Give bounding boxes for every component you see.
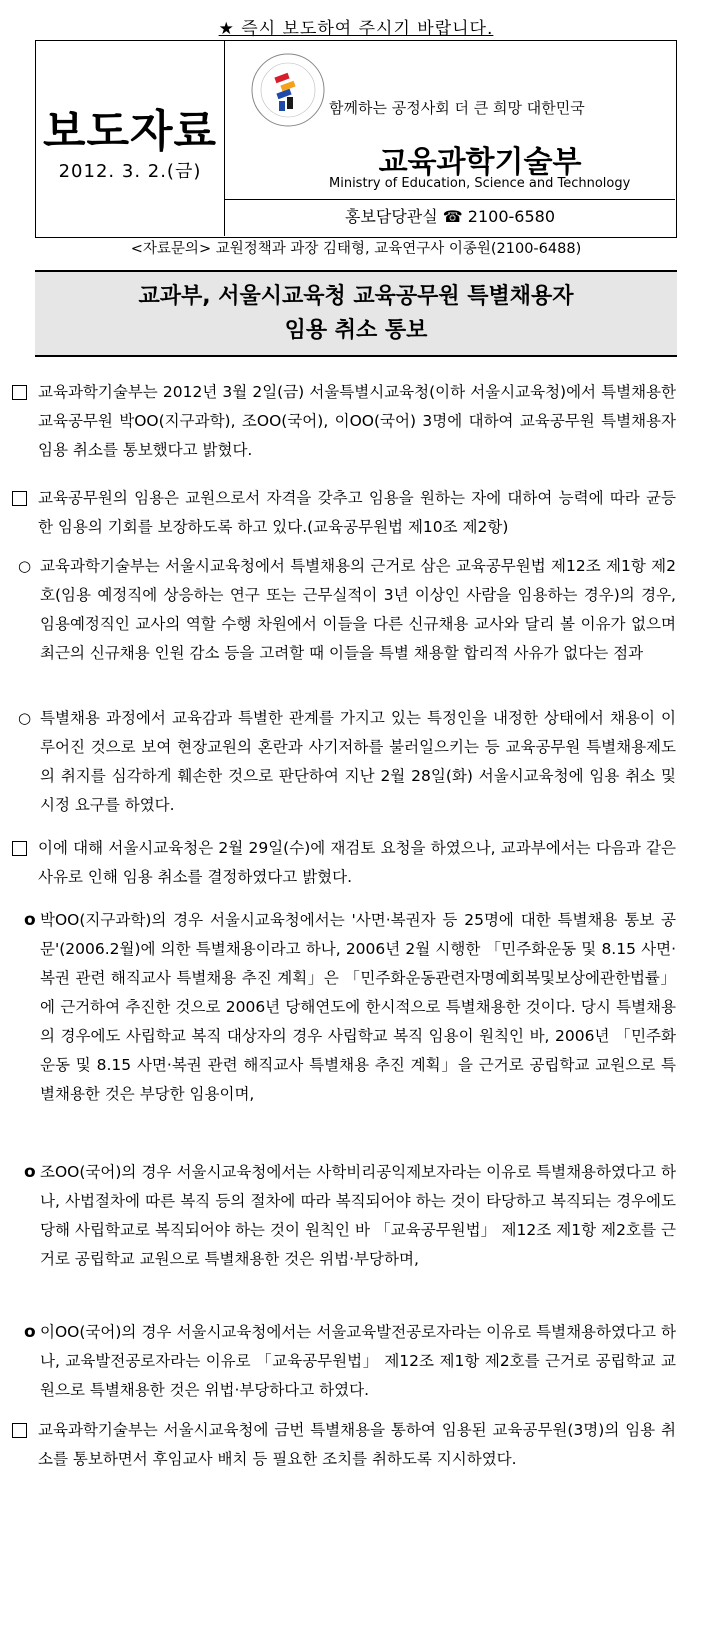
paragraph-8 [24,1318,676,1405]
paragraph-1 [12,378,676,465]
ministry-cell [225,41,675,200]
headline-line-2: 임용 취소 통보 [284,318,428,343]
ministry-name-english: Ministry of Education, Science and Technology [329,176,631,191]
circle-bullet-icon: ○ [18,709,32,727]
paragraph-3-text: 교육과학기술부는 서울시교육청에서 특별채용의 근거로 삼은 교육공무원법 제12조 제1항 제2호(임용 예정직에 상응하는 연구 또는 근무실적이 3년 이상인 사람을 임용하는 경우)의 경우, 임용예정직인 교사의 역할 수행 차원에서 이들을 다른 신규채용 교사와 달리 볼 이유가 없으며 최근의 신규채용 인원 감소 등을 고려할 때 이들을 특별 채용할 합리적 사유가 없다는 점과 [40,557,676,662]
ministry-name-korean: 교육과학기술부 [378,145,582,180]
release-notice: ★ 즉시 보도하여 주시기 바랍니다. [218,19,494,39]
paragraph-5-text: 이에 대해 서울시교육청은 2월 29일(수)에 재검토 요청을 하였으나, 교과부에서는 다음과 같은 사유로 인해 임용 취소를 결정하였다고 밝혔다. [38,839,676,886]
checkbox-bullet-icon [12,385,27,400]
checkbox-bullet-icon [12,841,27,856]
inquiry-contact: <자료문의> 교원정책과 과장 김태형, 교육연구사 이종원(2100-6488) [130,241,582,257]
circle-bullet-icon: o [24,910,36,930]
paragraph-7 [24,1158,676,1274]
checkbox-bullet-icon [12,1423,27,1438]
headline-box [35,270,677,357]
paragraph-9 [12,1416,676,1474]
paragraph-6-text: 박OO(지구과학)의 경우 서울시교육청에서는 '사면·복권자 등 25명에 대한 특별채용 통보 공문'(2006.2월)에 의한 특별채용이라고 하나, 2006년 2월 시행한 「민주화운동 및 8.15 사면·복권 관련 해직교사 특별채용 추진 계획」은 「민주화운동관련자명예회복및보상에관한법률」에 근거하여 추진한 것으로 2006년 당해연도에 한시적으로 특별채용한 것이다. 당시 특별채용의 경우에도 사립학교 복직 대상자의 경우 사립학교 복직 임용이 원칙인 바, 2006년 「민주화운동 및 8.15 사면·복권 관련 해직교사 특별채용 추진 계획」을 근거로 공립학교 교원으로 특별채용한 것은 부당한 임용이며, [40,911,676,1103]
circle-bullet-icon: ○ [18,557,32,575]
paragraph-6 [24,906,676,1109]
paragraph-1-text: 교육과학기술부는 2012년 3월 2일(금) 서울특별시교육청(이하 서울시교육청)에서 특별채용한 교육공무원 박OO(지구과학), 조OO(국어), 이OO(국어) 3명에 대하여 교육공무원 특별채용자 임용 취소를 통보했다고 밝혔다. [38,383,676,459]
headline-line-1: 교과부, 서울시교육청 교육공무원 특별채용자 [138,284,574,309]
paragraph-4 [18,704,676,820]
paragraph-4-text: 특별채용 과정에서 교육감과 특별한 관계를 가지고 있는 특정인을 내정한 상태에서 채용이 이루어진 것으로 보여 현장교원의 혼란과 사기저하를 불러일으키는 등 교육공무원 특별채용제도의 취지를 심각하게 훼손한 것으로 판단하여 지난 2월 28일(화) 서울시교육청에 임용 취소 및 시정 요구를 하였다. [40,709,676,814]
slogan: 함께하는 공정사회 더 큰 희망 대한민국 [329,99,585,117]
circle-bullet-icon: o [24,1322,36,1342]
paragraph-5 [12,834,676,892]
checkbox-bullet-icon [12,491,27,506]
press-title-cell [36,41,225,236]
paragraph-8-text: 이OO(국어)의 경우 서울시교육청에서는 서울교육발전공로자라는 이유로 특별채용하였다고 하나, 교육발전공로자라는 이유로 「교육공무원법」 제12조 제1항 제2호를 근거로 공립학교 교원으로 특별채용한 것은 위법·부당하다고 하였다. [40,1323,676,1399]
paragraph-2-text: 교육공무원의 임용은 교원으로서 자격을 갖추고 임용을 원하는 자에 대하여 능력에 따라 균등한 임용의 기회를 보장하도록 하고 있다.(교육공무원법 제10조 제2항) [38,489,676,536]
contact-info: 홍보담당관실 ☎ 2100-6580 [344,207,556,226]
paragraph-2 [12,484,676,542]
paragraph-9-text: 교육과학기술부는 서울시교육청에 금번 특별채용을 통하여 임용된 교육공무원(3명)의 임용 취소를 통보하면서 후임교사 배치 등 필요한 조치를 취하도록 지시하였다. [38,1421,676,1468]
press-date: 2012. 3. 2.(금) [58,161,202,182]
paragraph-3 [18,552,676,668]
circle-bullet-icon: o [24,1162,36,1182]
press-title: 보도자료 [42,106,217,157]
paragraph-7-text: 조OO(국어)의 경우 서울시교육청에서는 사학비리공익제보자라는 이유로 특별채용하였다고 하나, 사법절차에 따른 복직 등의 절차에 따라 복직되어야 하는 것이 타당하고 복직되는 경우에도 당해 사립학교로 복직되어야 하는 것이 원칙인 바 「교육공무원법」 제12조 제1항 제2호를 근거로 공립학교 교원으로 특별채용한 것은 위법·부당하며, [40,1163,676,1268]
ministry-logo-icon [249,51,327,129]
press-header [35,40,677,238]
